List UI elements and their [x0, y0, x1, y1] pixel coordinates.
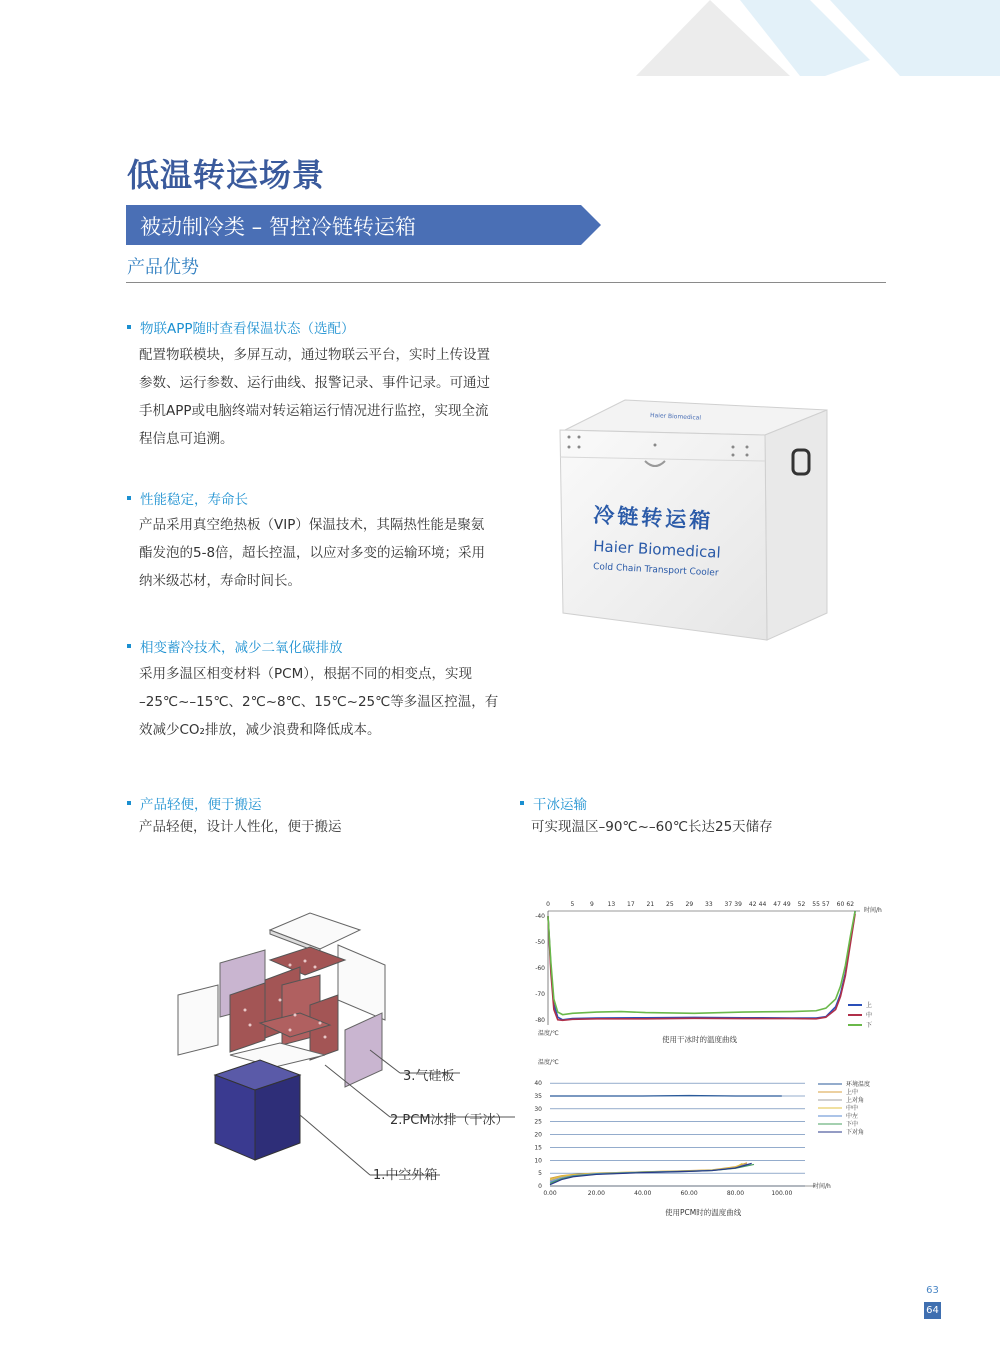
y-tick-label: 30	[534, 1105, 542, 1113]
box-subtitle: Cold Chain Transport Cooler	[592, 562, 719, 579]
legend-label: 中中	[846, 1105, 859, 1112]
y-tick-label: -80	[535, 1016, 545, 1024]
series-line-3	[548, 911, 855, 1015]
legend-label: 下	[866, 1022, 873, 1029]
chart1-caption: 使用干冰时的温度曲线	[662, 1035, 737, 1044]
x-tick-label: 13	[607, 901, 616, 908]
box-title-cn: 冷链转运箱	[592, 503, 714, 534]
x-axis-label: 时间/h	[864, 907, 882, 914]
x-tick-label: 52	[797, 901, 806, 908]
x-tick-label: 5	[570, 901, 575, 908]
legend-label: 上中	[846, 1089, 859, 1096]
y-tick-label: -50	[535, 939, 545, 947]
legend-label: 下对角	[846, 1129, 865, 1136]
y-axis-label: 温度/℃	[538, 1030, 559, 1037]
feature-text-pcm: 采用多温区相变材料（PCM），根据不同的相变点，实现 –25℃~–15℃、2℃~8℃、15℃~25℃等多温区控温，有 效减少CO₂排放，减少浪费和降低成本。	[139, 666, 499, 738]
x-tick-label: 0	[546, 901, 550, 908]
feature-heading-stability: 性能稳定，寿命长	[127, 488, 248, 508]
x-axis-label: 时间/h	[813, 1183, 831, 1190]
series-line-2	[548, 914, 855, 1021]
x-tick-label: 60.00	[680, 1190, 698, 1197]
legend-label: 中	[866, 1012, 873, 1019]
y-tick-label: 25	[534, 1118, 542, 1126]
x-tick-label: 33	[705, 901, 713, 908]
legend-label: 下中	[846, 1121, 859, 1128]
series-line-1	[550, 1095, 782, 1096]
page-title: 低温转运场景	[127, 156, 326, 194]
y-tick-label: 5	[538, 1170, 542, 1178]
x-tick-label: 100.00	[771, 1190, 793, 1197]
x-tick-label: 9	[589, 901, 594, 908]
x-tick-label: 29	[685, 901, 694, 908]
y-tick-label: -40	[535, 913, 545, 921]
feature-heading-iot: 物联APP随时查看保温状态（选配）	[127, 317, 355, 337]
x-tick-label: 62	[846, 901, 855, 908]
x-tick-label: 47	[773, 901, 781, 908]
legend-label: 上	[866, 1002, 873, 1009]
x-tick-label: 17	[627, 901, 635, 908]
y-tick-label: 20	[534, 1131, 542, 1139]
y-tick-label: -60	[535, 965, 545, 972]
box-top-print: Haier Biomedical	[649, 412, 702, 422]
bullet-icon	[127, 325, 131, 329]
label-outer-box: 1.中空外箱	[373, 1168, 438, 1183]
x-tick-label: 80.00	[726, 1190, 745, 1197]
bullet-icon	[127, 496, 131, 500]
feature-text-light: 产品轻便，设计人性化，便于搬运	[139, 819, 342, 835]
product-image	[555, 395, 835, 645]
header-decoration	[600, 0, 1000, 90]
x-tick-label: 39	[734, 901, 742, 908]
banner-title: 被动制冷类 – 智控冷链转运箱	[140, 215, 416, 239]
feature-heading-light: 产品轻便，便于搬运	[127, 793, 262, 813]
bullet-icon	[127, 644, 131, 648]
y-tick-label: 40	[534, 1080, 542, 1088]
label-silica-panel: 3.气硅板	[403, 1069, 455, 1084]
dry-ice-temperature-chart	[530, 895, 890, 1045]
y-tick-label: 0	[538, 1183, 542, 1190]
x-tick-label: 25	[666, 901, 674, 908]
x-tick-label: 44	[758, 901, 767, 908]
x-tick-label: 42	[748, 901, 757, 908]
pcm-temperature-chart	[530, 1052, 890, 1202]
box-brand: Haier Biomedical	[592, 537, 722, 562]
x-tick-label: 40.00	[634, 1190, 652, 1197]
chart2-caption: 使用PCM时的温度曲线	[665, 1208, 742, 1217]
legend-label: 中左	[846, 1113, 859, 1120]
page-number: 63	[926, 1285, 939, 1296]
page-number-current: 64	[924, 1302, 941, 1319]
y-tick-label: 35	[534, 1093, 542, 1100]
x-tick-label: 57	[822, 901, 830, 908]
feature-text-stability: 产品采用真空绝热板（VIP）保温技术，其隔热性能是聚氨 酯发泡的5-8倍，超长控温，以应对多变的运输环境；采用 纳米级芯材，寿命时间长。	[139, 517, 486, 589]
x-tick-label: 37	[724, 901, 733, 908]
x-tick-label: 55	[812, 901, 820, 908]
legend-label: 环境温度	[846, 1081, 871, 1088]
feature-text-iot: 配置物联模块，多屏互动，通过物联云平台，实时上传设置 参数、运行参数、运行曲线、报警记录、事件记录。可通过 手机APP或电脑终端对转运箱运行情况进行监控，实现全流 程信息可追溯。	[139, 347, 490, 447]
x-tick-label: 49	[783, 901, 791, 908]
y-axis-label: 温度/℃	[538, 1059, 559, 1066]
y-tick-label: 10	[534, 1157, 542, 1165]
section-subheading: 产品优势	[127, 257, 199, 278]
y-tick-label: 15	[534, 1144, 542, 1152]
feature-text-dryice: 可实现温区–90℃~–60℃长达25天储存	[531, 819, 773, 835]
x-tick-label: 0.00	[543, 1190, 557, 1197]
feature-heading-pcm: 相变蓄冷技术，减少二氧化碳排放	[127, 636, 343, 656]
legend-label: 上对角	[846, 1097, 865, 1104]
bullet-icon	[520, 801, 524, 805]
bullet-icon	[127, 801, 131, 805]
divider	[126, 282, 886, 283]
series-line-1	[548, 911, 855, 1020]
label-pcm-ice-pack: 2.PCM冰排（干冰）	[390, 1113, 509, 1128]
x-tick-label: 21	[646, 901, 655, 908]
y-tick-label: -70	[535, 990, 545, 998]
x-tick-label: 20.00	[587, 1190, 605, 1197]
feature-heading-dryice: 干冰运输	[520, 793, 587, 813]
exploded-view-diagram	[170, 905, 520, 1195]
x-tick-label: 60	[836, 901, 845, 908]
